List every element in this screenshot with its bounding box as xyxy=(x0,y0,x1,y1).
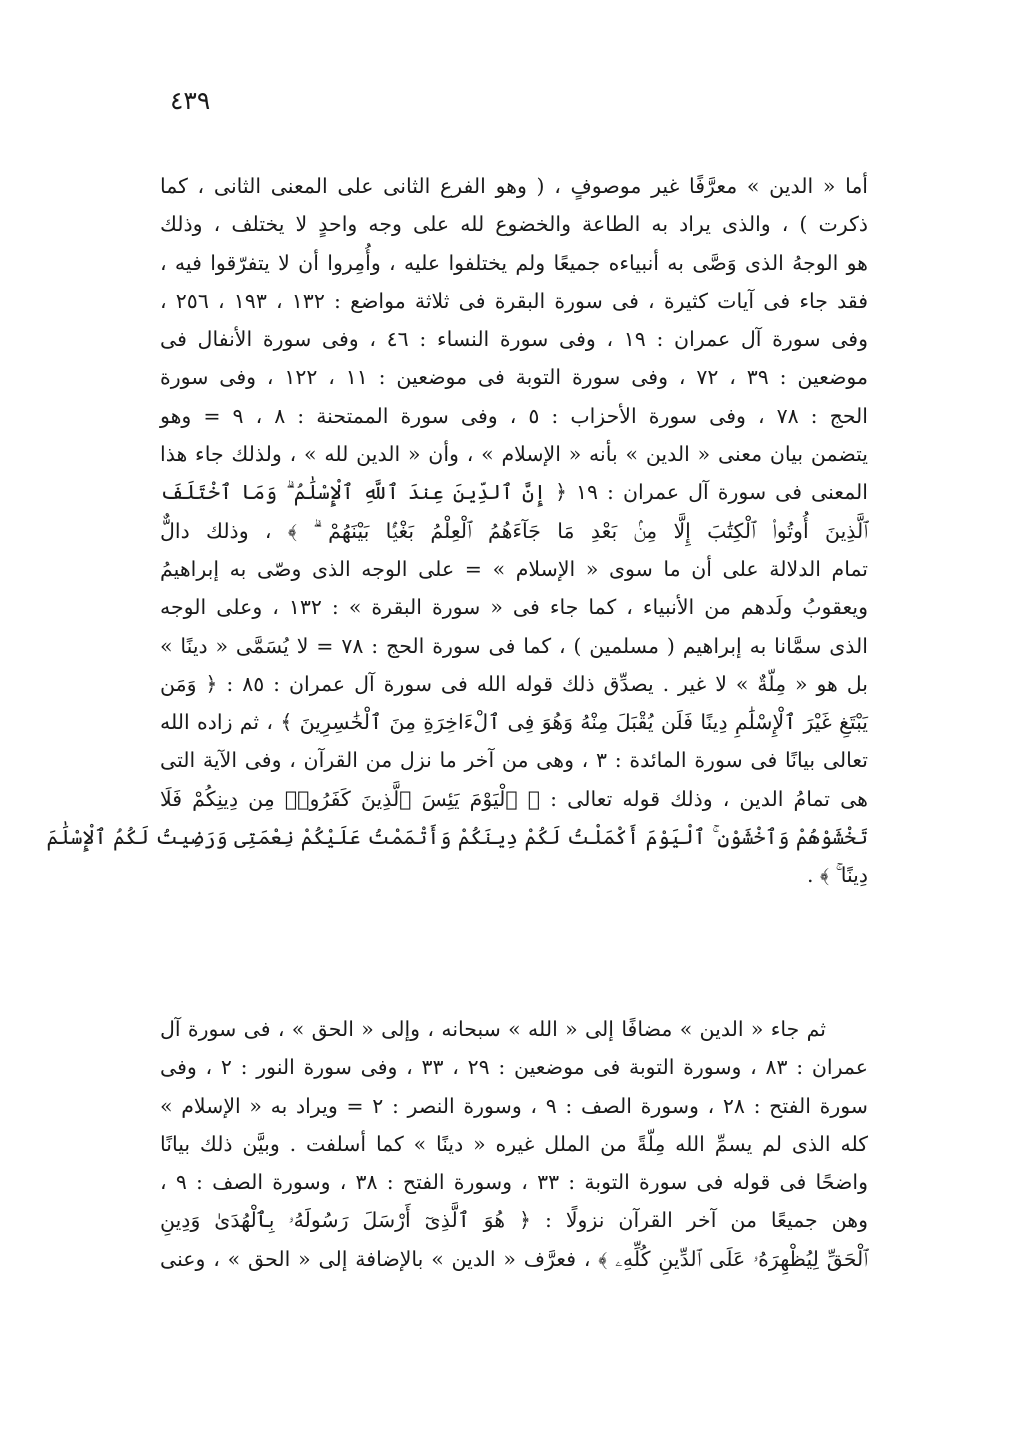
text-line: ويعقوبُ ولَدهم من الأنبياء ، كما جاء فى « سورة البقرة » : ١٣٢ ، وعلى الوجه xyxy=(160,595,868,620)
text-line: يتضمن بيان معنى « الدين » بأنه « الإسلام » ، وأن « الدين لله » ، ولذلك جاء هذا xyxy=(160,442,868,467)
text-line: كله الذى لم يسمِّ الله مِلّةً من الملل غيره « دينًا » كما أسلفت . وبيَّن ذلك بيانًا xyxy=(160,1131,868,1156)
quran-verse-line: تَخْشَوْهُمْ وَٱخْشَوْنِ ۚ ٱلْيَوْمَ أَكْمَلْتُ لَكُمْ دِينَكُمْ وَأَتْمَمْتُ عَلَيْكُمْ نِعْمَتِى وَرَضِيتُ لَكُمُ ٱلْإِسْلَٰمَ xyxy=(46,825,868,850)
text-line: تمام الدلالة على أن ما سوى « الإسلام » = على الوجه الذى وصّى به إبراهيمُ xyxy=(160,556,868,581)
paragraph-1 xyxy=(46,167,869,895)
text-line: تعالى بيانًا فى سورة المائدة : ٣ ، وهى من آخر ما نزل من القرآن ، وفى الآية التى xyxy=(160,748,869,773)
text-line: واضحًا فى قوله فى سورة التوبة : ٣٣ ، وسورة الفتح : ٣٨ ، وسورة الصف : ٩ ، xyxy=(160,1170,868,1195)
text-line: الحج : ٧٨ ، وفى سورة الأحزاب : ٥ ، وفى سورة الممتحنة : ٨ ، ٩ = وهو xyxy=(160,403,868,428)
text-line: بل هو « مِلّةٌ » لا غير . يصدِّق ذلك قوله الله فى سورة آل عمران : ٨٥ : ﴿ وَمَن xyxy=(160,671,869,696)
text-line: الذى سمَّانا به إبراهيم ( مسلمين ) ، كما فى سورة الحج : ٧٨ = لا يُسَمَّى « دينًا » xyxy=(160,633,868,658)
quran-verse-line: ٱلَّذِينَ أُوتُوا۟ ٱلْكِتَٰبَ إِلَّا مِنۢ بَعْدِ مَا جَآءَهُمُ ٱلْعِلْمُ بَغْيًۢا بَيْنَهُمْ ۗ ﴾ ، وذلك دالٌّ xyxy=(160,518,868,543)
text-line: أما « الدين » معرَّفًا غير موصوفٍ ، ( وهو الفرع الثانى على المعنى الثانى ، كما xyxy=(160,174,868,198)
quran-verse-line: وهن جميعًا من آخر القرآن نزولًا : ﴿ هُوَ ٱلَّذِىٓ أَرْسَلَ رَسُولَهُۥ بِٱلْهُدَىٰ وَدِينِ xyxy=(160,1208,868,1233)
text-line: سورة الفتح : ٢٨ ، وسورة الصف : ٩ ، وسورة النصر : ٢ = ويراد به « الإسلام » xyxy=(160,1093,868,1118)
quran-verse-line: ٱلْحَقِّ لِيُظْهِرَهُۥ عَلَى ٱلدِّينِ كُلِّهِۦ ﴾ ، فعرَّف « الدين » بالإضافة إلى « الحق » ، وعنى xyxy=(160,1246,868,1271)
text-line: ثم جاء « الدين » مضافًا إلى « الله » سبحانه ، وإلى « الحق » ، فى سورة آل xyxy=(160,1017,826,1041)
text-line: فقد جاء فى آيات كثيرة ، فى سورة البقرة فى ثلاثة مواضع : ١٣٢ ، ١٩٣ ، ٢٥٦ ، xyxy=(160,288,868,313)
text-line: وفى سورة آل عمران : ١٩ ، وفى سورة النساء : ٤٦ ، وفى سورة الأنفال فى xyxy=(160,327,868,352)
text-line: عمران : ٨٣ ، وسورة التوبة فى موضعين : ٢٩ ، ٣٣ ، وفى سورة النور : ٢ ، وفى xyxy=(160,1055,868,1080)
paragraph-2 xyxy=(160,1010,868,1278)
page-number: ٤٣٩ xyxy=(170,86,211,115)
quran-verse-line: المعنى فى سورة آل عمران : ١٩ ﴿ إِنَّ ٱلدِّينَ عِندَ ٱللَّهِ ٱلْإِسْلَٰمُ ۗ وَمَا ٱخْتَلَفَ xyxy=(160,480,868,505)
quran-verse-line: هى تمامُ الدين ، وذلك قوله تعالى : ﴿ ٱلْيَوْمَ يَئِسَ ٱلَّذِينَ كَفَرُوا۟ مِن دِينِكُمْ فَلَا xyxy=(160,786,868,811)
quran-verse-line: دِينًا ۚ ﴾ . xyxy=(806,863,868,888)
text-line: ذكرت ) ، والذى يراد به الطاعة والخضوع لله على وجه واحدٍ لا يختلف ، وذلك xyxy=(160,212,868,237)
quran-verse-line: يَبْتَغِ غَيْرَ ٱلْإِسْلَٰمِ دِينًا فَلَن يُقْبَلَ مِنْهُ وَهُوَ فِى ٱلْءَاخِرَةِ مِنَ ٱلْخَٰسِرِينَ ﴾ ، ثم زاده الله xyxy=(160,710,868,735)
text-line: هو الوجهُ الذى وَصَّى به أنبياءه جميعًا ولم يختلفوا عليه ، وأُمِروا أن لا يتفرّقوا فيه ، xyxy=(160,250,868,275)
text-line: موضعين : ٣٩ ، ٧٢ ، وفى سورة التوبة فى موضعين : ١١ ، ١٢٢ ، وفى سورة xyxy=(160,365,868,390)
